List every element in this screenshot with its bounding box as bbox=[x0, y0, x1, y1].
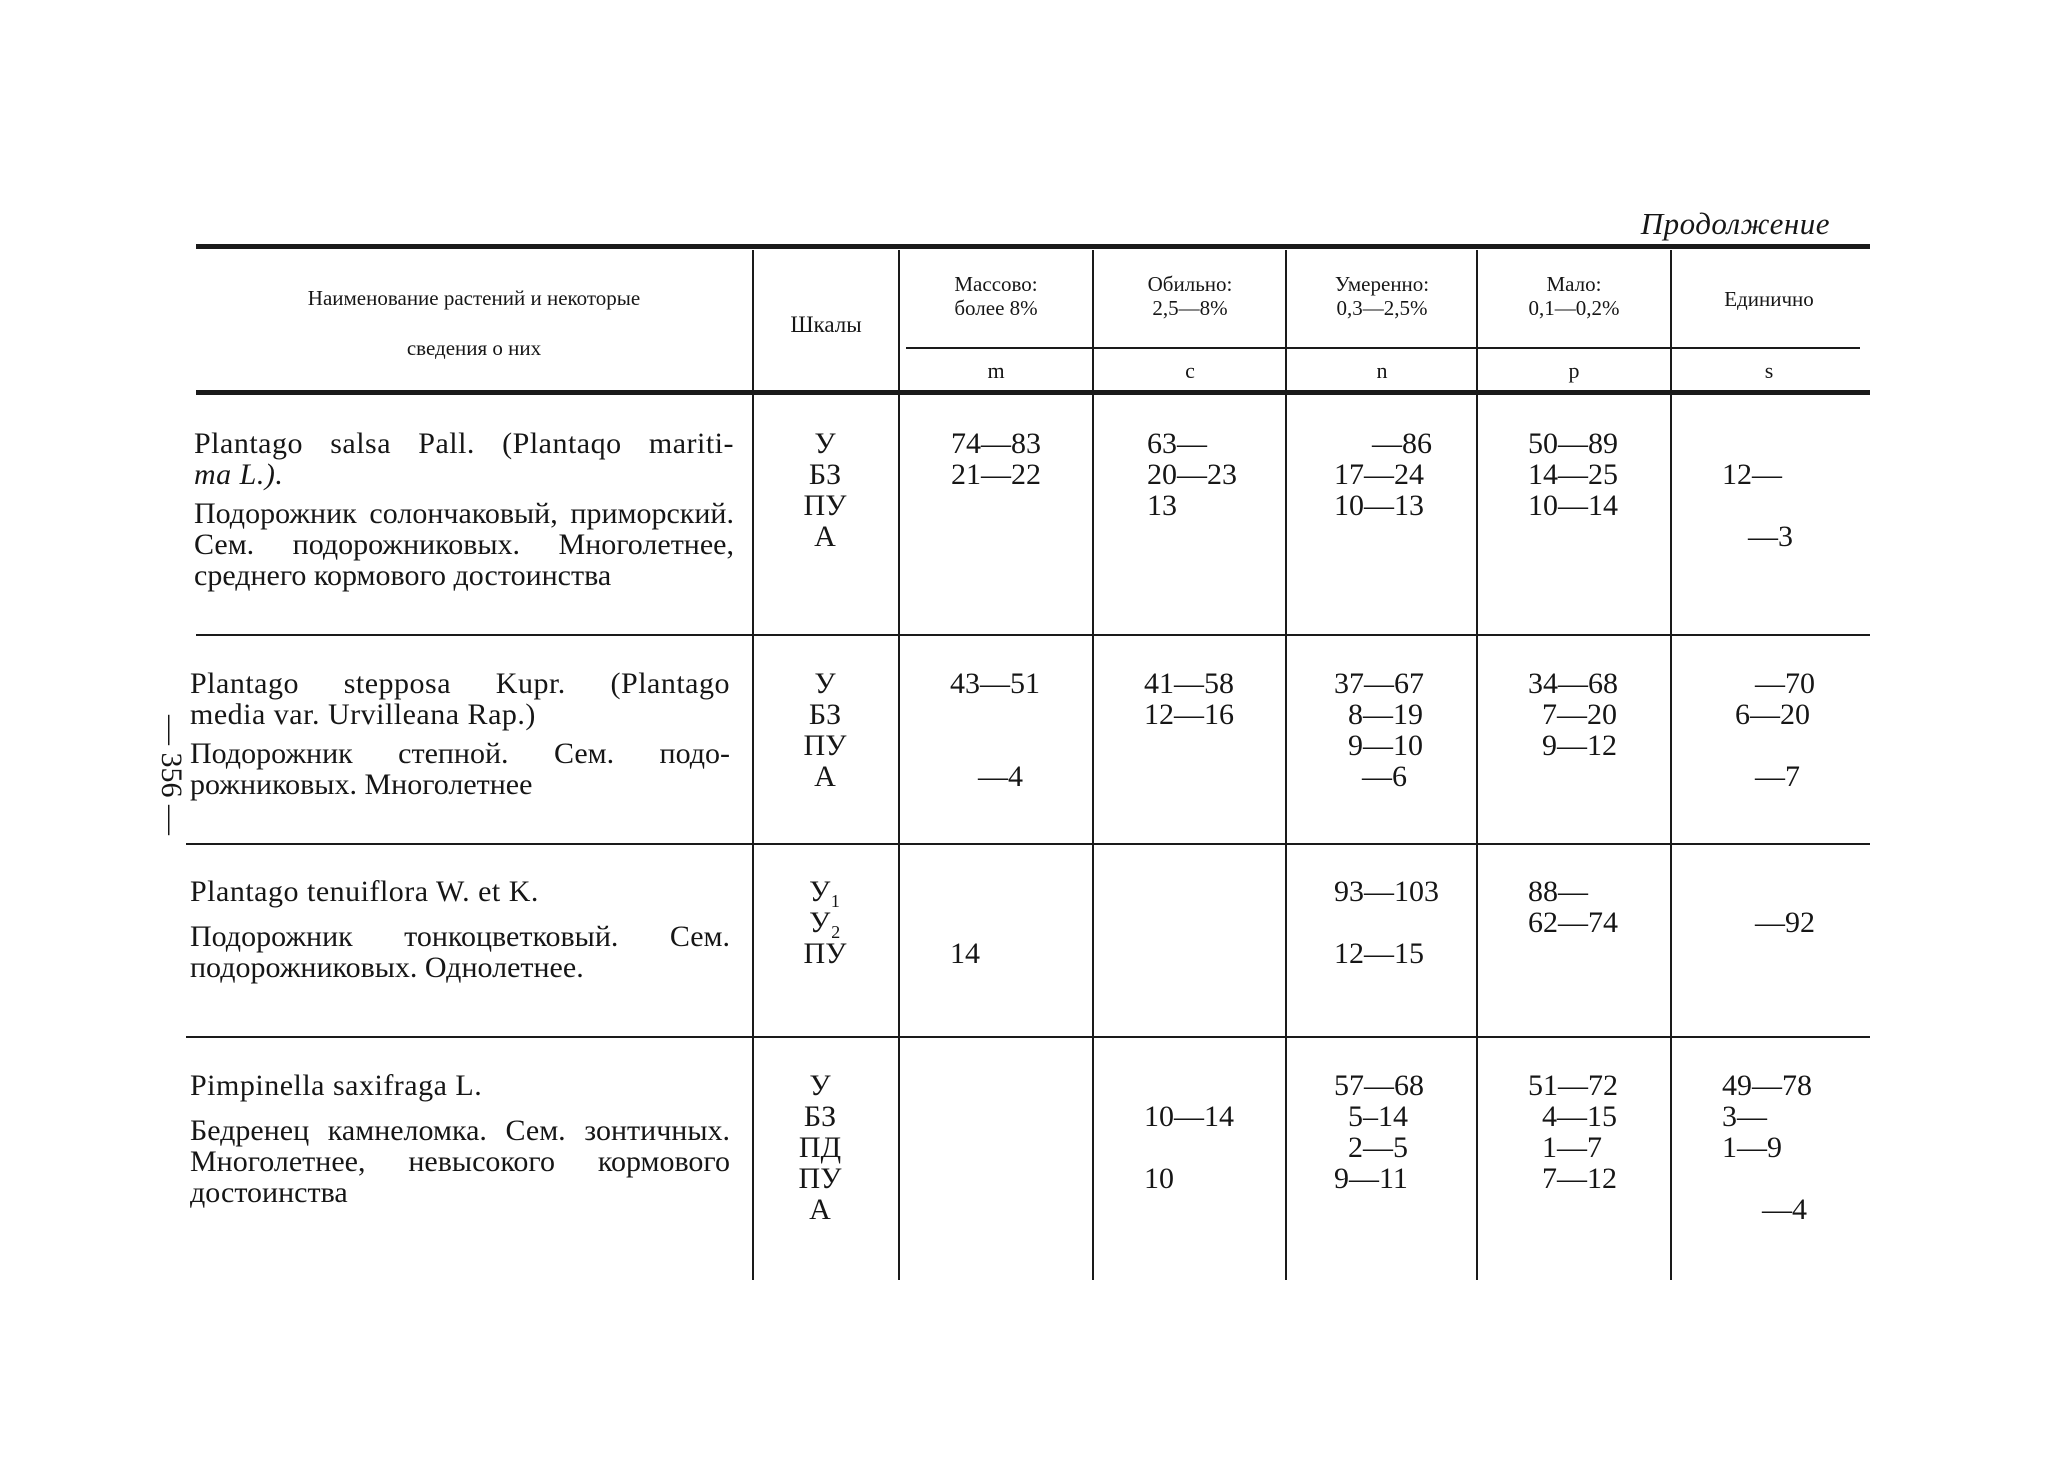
header-umerenno: Умеренно: 0,3—2,5% bbox=[1334, 272, 1430, 320]
scale-cell: У₁ У₂ ПУ bbox=[803, 875, 847, 970]
column-divider bbox=[752, 250, 754, 1280]
massovo-cell: 43—51 —4 bbox=[950, 667, 1040, 793]
header-code-c: c bbox=[1185, 358, 1195, 383]
scale-cell: У БЗ ПУ А bbox=[803, 667, 847, 793]
header-massovo: Массово: более 8% bbox=[954, 272, 1038, 320]
plant-name-cell bbox=[190, 1070, 730, 1208]
header-subrule bbox=[906, 347, 1860, 349]
header-edinichno: Единично bbox=[1724, 287, 1814, 311]
umerenno-cell: 57—68 5–14 2—5 9—11 bbox=[1334, 1069, 1424, 1195]
plant-description: Подорожник степной. Сем. подорожниковых. Многолетнее bbox=[190, 737, 730, 801]
latin-name: Pimpinella saxifraga L. bbox=[190, 1069, 483, 1102]
header-scales: Шкалы bbox=[790, 312, 862, 337]
header-code-m: m bbox=[987, 358, 1005, 383]
scale-cell: У БЗ ПУ А bbox=[803, 427, 847, 553]
plant-name-cell bbox=[190, 668, 730, 800]
latin-name: media var. Urvilleana Rap.) bbox=[190, 698, 536, 731]
plant-name-cell bbox=[190, 876, 730, 983]
header-code-p: p bbox=[1568, 358, 1580, 383]
row-rule-3 bbox=[186, 1036, 1870, 1038]
edinichno-cell: —92 bbox=[1755, 906, 1815, 939]
top-rule bbox=[196, 244, 1870, 249]
plant-description: Подорожник солончаковый, приморский. Сем. подорожниковых. Многолетнее, среднего кормового достоинства bbox=[194, 497, 734, 592]
header-obilno: Обильно: 2,5—8% bbox=[1147, 272, 1233, 320]
header-bottom-rule bbox=[196, 390, 1870, 395]
obilno-cell: 63— 20—23 13 bbox=[1147, 427, 1237, 522]
umerenno-cell: —86 17—24 10—13 bbox=[1334, 427, 1432, 522]
edinichno-cell: 49—78 3— 1—9 —4 bbox=[1722, 1069, 1812, 1226]
latin-name: Plantago tenuiflora W. et K. bbox=[190, 875, 539, 908]
massovo-cell: 74—83 21—22 bbox=[951, 427, 1041, 491]
scale-cell: У БЗ ПД ПУ А bbox=[798, 1069, 842, 1226]
malo-cell: 88— 62—74 bbox=[1528, 875, 1618, 939]
column-divider bbox=[898, 250, 900, 1280]
header-code-s: s bbox=[1764, 358, 1774, 383]
malo-cell: 51—72 4—15 1—7 7—12 bbox=[1528, 1069, 1618, 1195]
header-code-n: n bbox=[1376, 358, 1388, 383]
latin-name: ma L.). bbox=[194, 458, 284, 491]
header-name: Наименование растений и некоторые сведения о них bbox=[307, 286, 641, 360]
page-number: — 356 — bbox=[155, 715, 188, 835]
obilno-cell: 10—14 10 bbox=[1144, 1100, 1234, 1195]
plant-description: Бедренец камнеломка. Сем. зонтичных. Многолетнее, невысокого кормового достоинства bbox=[190, 1114, 730, 1209]
malo-cell: 50—89 14—25 10—14 bbox=[1528, 427, 1618, 522]
umerenno-cell: 37—67 8—19 9—10 —6 bbox=[1334, 667, 1424, 793]
umerenno-cell: 93—103 12—15 bbox=[1334, 875, 1439, 970]
malo-cell: 34—68 7—20 9—12 bbox=[1528, 667, 1618, 762]
latin-name: Plantago salsa Pall. (Plantaqo mariti- bbox=[194, 427, 734, 460]
row-rule-2 bbox=[186, 843, 1870, 845]
edinichno-cell: —70 6—20 —7 bbox=[1735, 667, 1815, 793]
massovo-cell: 14 bbox=[950, 937, 980, 970]
continuation-title: Продолжение bbox=[1640, 206, 1830, 241]
plant-description: Подорожник тонкоцветковый. Сем. подорожниковых. Однолетнее. bbox=[190, 920, 730, 984]
plant-name-cell bbox=[194, 428, 734, 591]
row-rule-1 bbox=[196, 634, 1870, 636]
edinichno-cell: 12— —3 bbox=[1722, 458, 1793, 553]
latin-name: Plantago stepposa Kupr. (Plantago bbox=[190, 667, 730, 700]
header-malo: Мало: 0,1—0,2% bbox=[1528, 272, 1620, 320]
obilno-cell: 41—58 12—16 bbox=[1144, 667, 1234, 731]
